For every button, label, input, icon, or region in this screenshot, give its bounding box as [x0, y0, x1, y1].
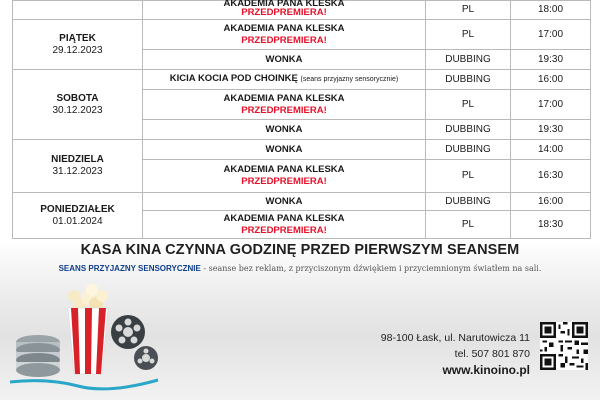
film-cell — [143, 1, 426, 20]
day-cell — [13, 20, 143, 70]
time-cell: 16:30 — [511, 160, 591, 193]
version-cell: PL — [426, 1, 511, 20]
film-canister-icon — [16, 335, 60, 377]
day-date: 31.12.2023 — [52, 166, 103, 177]
premiere-label: PRZEDPREMIERA! — [241, 176, 327, 187]
film-cell: WONKA — [143, 120, 426, 140]
phone: tel. 507 801 870 — [454, 348, 530, 360]
version-cell: DUBBING — [426, 70, 511, 90]
day-name: NIEDZIELA — [51, 154, 104, 165]
time-cell: 17:00 — [511, 90, 591, 120]
day-cell — [13, 193, 143, 239]
film-title: AKADEMIA PANA KLESKA — [223, 0, 345, 9]
time-cell: 18:00 — [511, 1, 591, 20]
film-cell — [143, 160, 426, 193]
day-date: 30.12.2023 — [52, 104, 103, 116]
box-office-hours: KASA KINA CZYNNA GODZINĘ PRZED PIERWSZYM SEANSEM — [80, 242, 520, 258]
time-cell: 18:30 — [511, 211, 591, 239]
version-cell: PL — [426, 20, 511, 50]
day-date: 01.01.2024 — [52, 215, 103, 227]
table-row — [13, 193, 591, 211]
film-title: AKADEMIA PANA KLESKA — [223, 212, 345, 224]
day-cell — [13, 1, 143, 20]
contact-info — [381, 330, 530, 378]
film-cell — [143, 70, 426, 90]
premiere-label: PRZEDPREMIERA! — [241, 34, 327, 46]
version-cell: PL — [426, 211, 511, 239]
sensory-text: - seanse bez reklam, z przyciszonym dźwiękiem i przyciemnionym światłem na sali. — [200, 264, 542, 273]
sensory-info — [0, 264, 600, 273]
time-cell: 16:00 — [511, 70, 591, 90]
film-title: AKADEMIA PANA KLESKA — [223, 164, 345, 175]
table-row — [13, 20, 591, 50]
version-cell: DUBBING — [426, 120, 511, 140]
premiere-label: PRZEDPREMIERA! — [241, 224, 327, 236]
cinema-decoration — [8, 282, 168, 392]
day-cell — [13, 140, 143, 193]
table-row — [13, 70, 591, 90]
schedule-table — [12, 0, 591, 239]
qr-code-icon[interactable] — [540, 322, 588, 370]
version-cell: PL — [426, 90, 511, 120]
version-cell: DUBBING — [426, 193, 511, 211]
film-cell — [143, 211, 426, 239]
version-cell: DUBBING — [426, 50, 511, 70]
day-name: SOBOTA — [56, 92, 99, 104]
film-cell — [143, 20, 426, 50]
film-cell: WONKA — [143, 50, 426, 70]
time-cell: 19:30 — [511, 50, 591, 70]
film-strip-icon — [10, 380, 158, 389]
website-link[interactable]: www.kinoino.pl — [442, 363, 530, 377]
premiere-label: PRZEDPREMIERA! — [241, 104, 327, 116]
film-cell: WONKA — [143, 140, 426, 160]
day-name: PONIEDZIAŁEK — [40, 203, 115, 215]
time-cell: 19:30 — [511, 120, 591, 140]
film-cell: WONKA — [143, 193, 426, 211]
film-title: AKADEMIA PANA KLESKA — [223, 92, 345, 104]
day-date: 29.12.2023 — [52, 44, 103, 56]
version-cell: DUBBING — [426, 140, 511, 160]
film-reel-icon — [111, 315, 158, 370]
time-cell: 16:00 — [511, 193, 591, 211]
table-row — [13, 140, 591, 160]
sensory-label: SEANS PRZYJAZNY SENSORYCZNIE — [58, 264, 201, 273]
address: 98-100 Łask, ul. Narutowicza 11 — [380, 332, 530, 344]
film-cell — [143, 90, 426, 120]
premiere-label: PRZEDPREMIERA! — [241, 7, 327, 18]
film-title: KICIA KOCIA POD CHOINKĘ — [169, 73, 298, 84]
day-name: PIĄTEK — [59, 32, 96, 44]
film-note: (seans przyjazny sensorycznie) — [300, 76, 399, 83]
version-cell: PL — [426, 160, 511, 193]
table-row — [13, 1, 591, 20]
film-title: AKADEMIA PANA KLESKA — [223, 22, 345, 34]
time-cell: 14:00 — [511, 140, 591, 160]
popcorn-icon — [68, 284, 108, 374]
day-cell — [13, 70, 143, 140]
time-cell: 17:00 — [511, 20, 591, 50]
